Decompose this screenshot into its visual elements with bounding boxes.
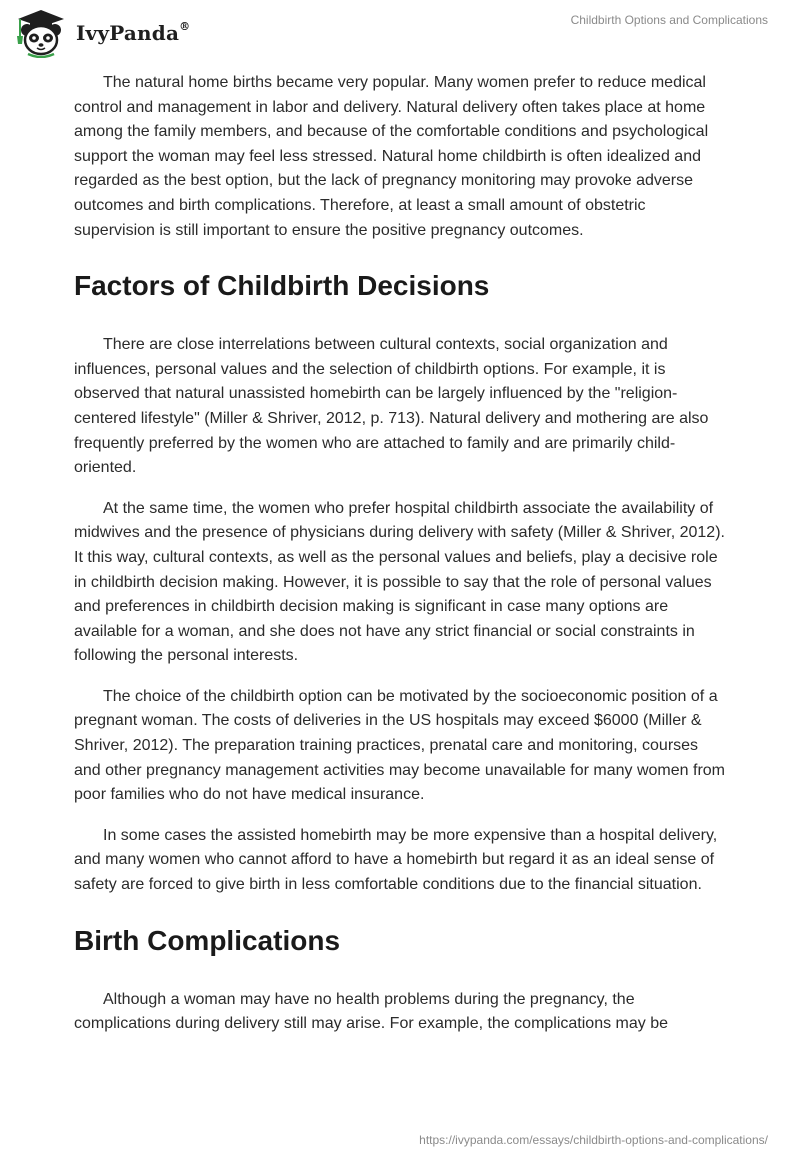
paragraph: In some cases the assisted homebirth may be more expensive than a hospital delivery, and many women who cannot afford to have a homebirth but regard it as an ideal sense of safety are forced to give birth in less comfortable conditions due to the financial situation.	[74, 826, 718, 894]
brand-logo[interactable]	[14, 8, 190, 58]
document-title: Childbirth Options and Complications	[570, 13, 768, 27]
page-header	[0, 0, 800, 64]
intro-paragraph: The natural home births became very popular. Many women prefer to reduce medical control and management in labor and delivery. Natural delivery often takes place at home among the family members, and because of the comfortable conditions and psychological support the woman may feel less stressed. Natural home childbirth is often idealized and regarded as the best option, but the lack of pregnancy monitoring may provoke adverse outcomes and birth complications. Therefore, at least a small amount of obstetric supervision is still important to ensure the positive pregnancy outcomes.	[74, 74, 709, 239]
paragraph: Although a woman may have no health problems during the pregnancy, the complications during delivery still may arise. For example, the complications may be	[74, 990, 669, 1033]
registered-mark: ®	[179, 20, 191, 34]
section-heading-complications: Birth Complications	[74, 924, 341, 956]
paragraph: There are close interrelations between cultural contexts, social organization and influences, personal values and the selection of childbirth options. For example, it is observed that natural unassisted homebirth can be largely influenced by the "religion-centered lifestyle" (Miller & Shriver, 2012, p. 713). Natural delivery and mothering are also frequently preferred by the women who are attached to family and are primarily child-oriented.	[74, 336, 709, 477]
panda-graduate-icon	[14, 8, 68, 58]
brand-text: IvyPanda	[76, 21, 180, 45]
brand-name	[76, 21, 190, 45]
section-heading-factors: Factors of Childbirth Decisions	[74, 270, 490, 302]
paragraph: At the same time, the women who prefer hospital childbirth associate the availability of midwives and the presence of physicians during delivery with safety (Miller & Shriver, 2012). It this way, cultural contexts, as well as the personal values and beliefs, play a decisive role in childbirth decision making. However, it is possible to say that the role of personal values and preferences in childbirth decision making is significant in case many options are available for a woman, and she does not have any strict financial or social constraints in following the personal interests.	[74, 499, 725, 665]
source-url[interactable]: https://ivypanda.com/essays/childbirth-options-and-complications/	[419, 1133, 768, 1147]
article-body	[74, 71, 726, 1053]
paragraph: The choice of the childbirth option can be motivated by the socioeconomic position of a pregnant woman. The costs of deliveries in the US hospitals may exceed $6000 (Miller & Shriver, 2012). The preparation training practices, prenatal care and monitoring, courses and other pregnancy management activities may become unavailable for many women from poor families who do not have medical insurance.	[74, 687, 725, 804]
